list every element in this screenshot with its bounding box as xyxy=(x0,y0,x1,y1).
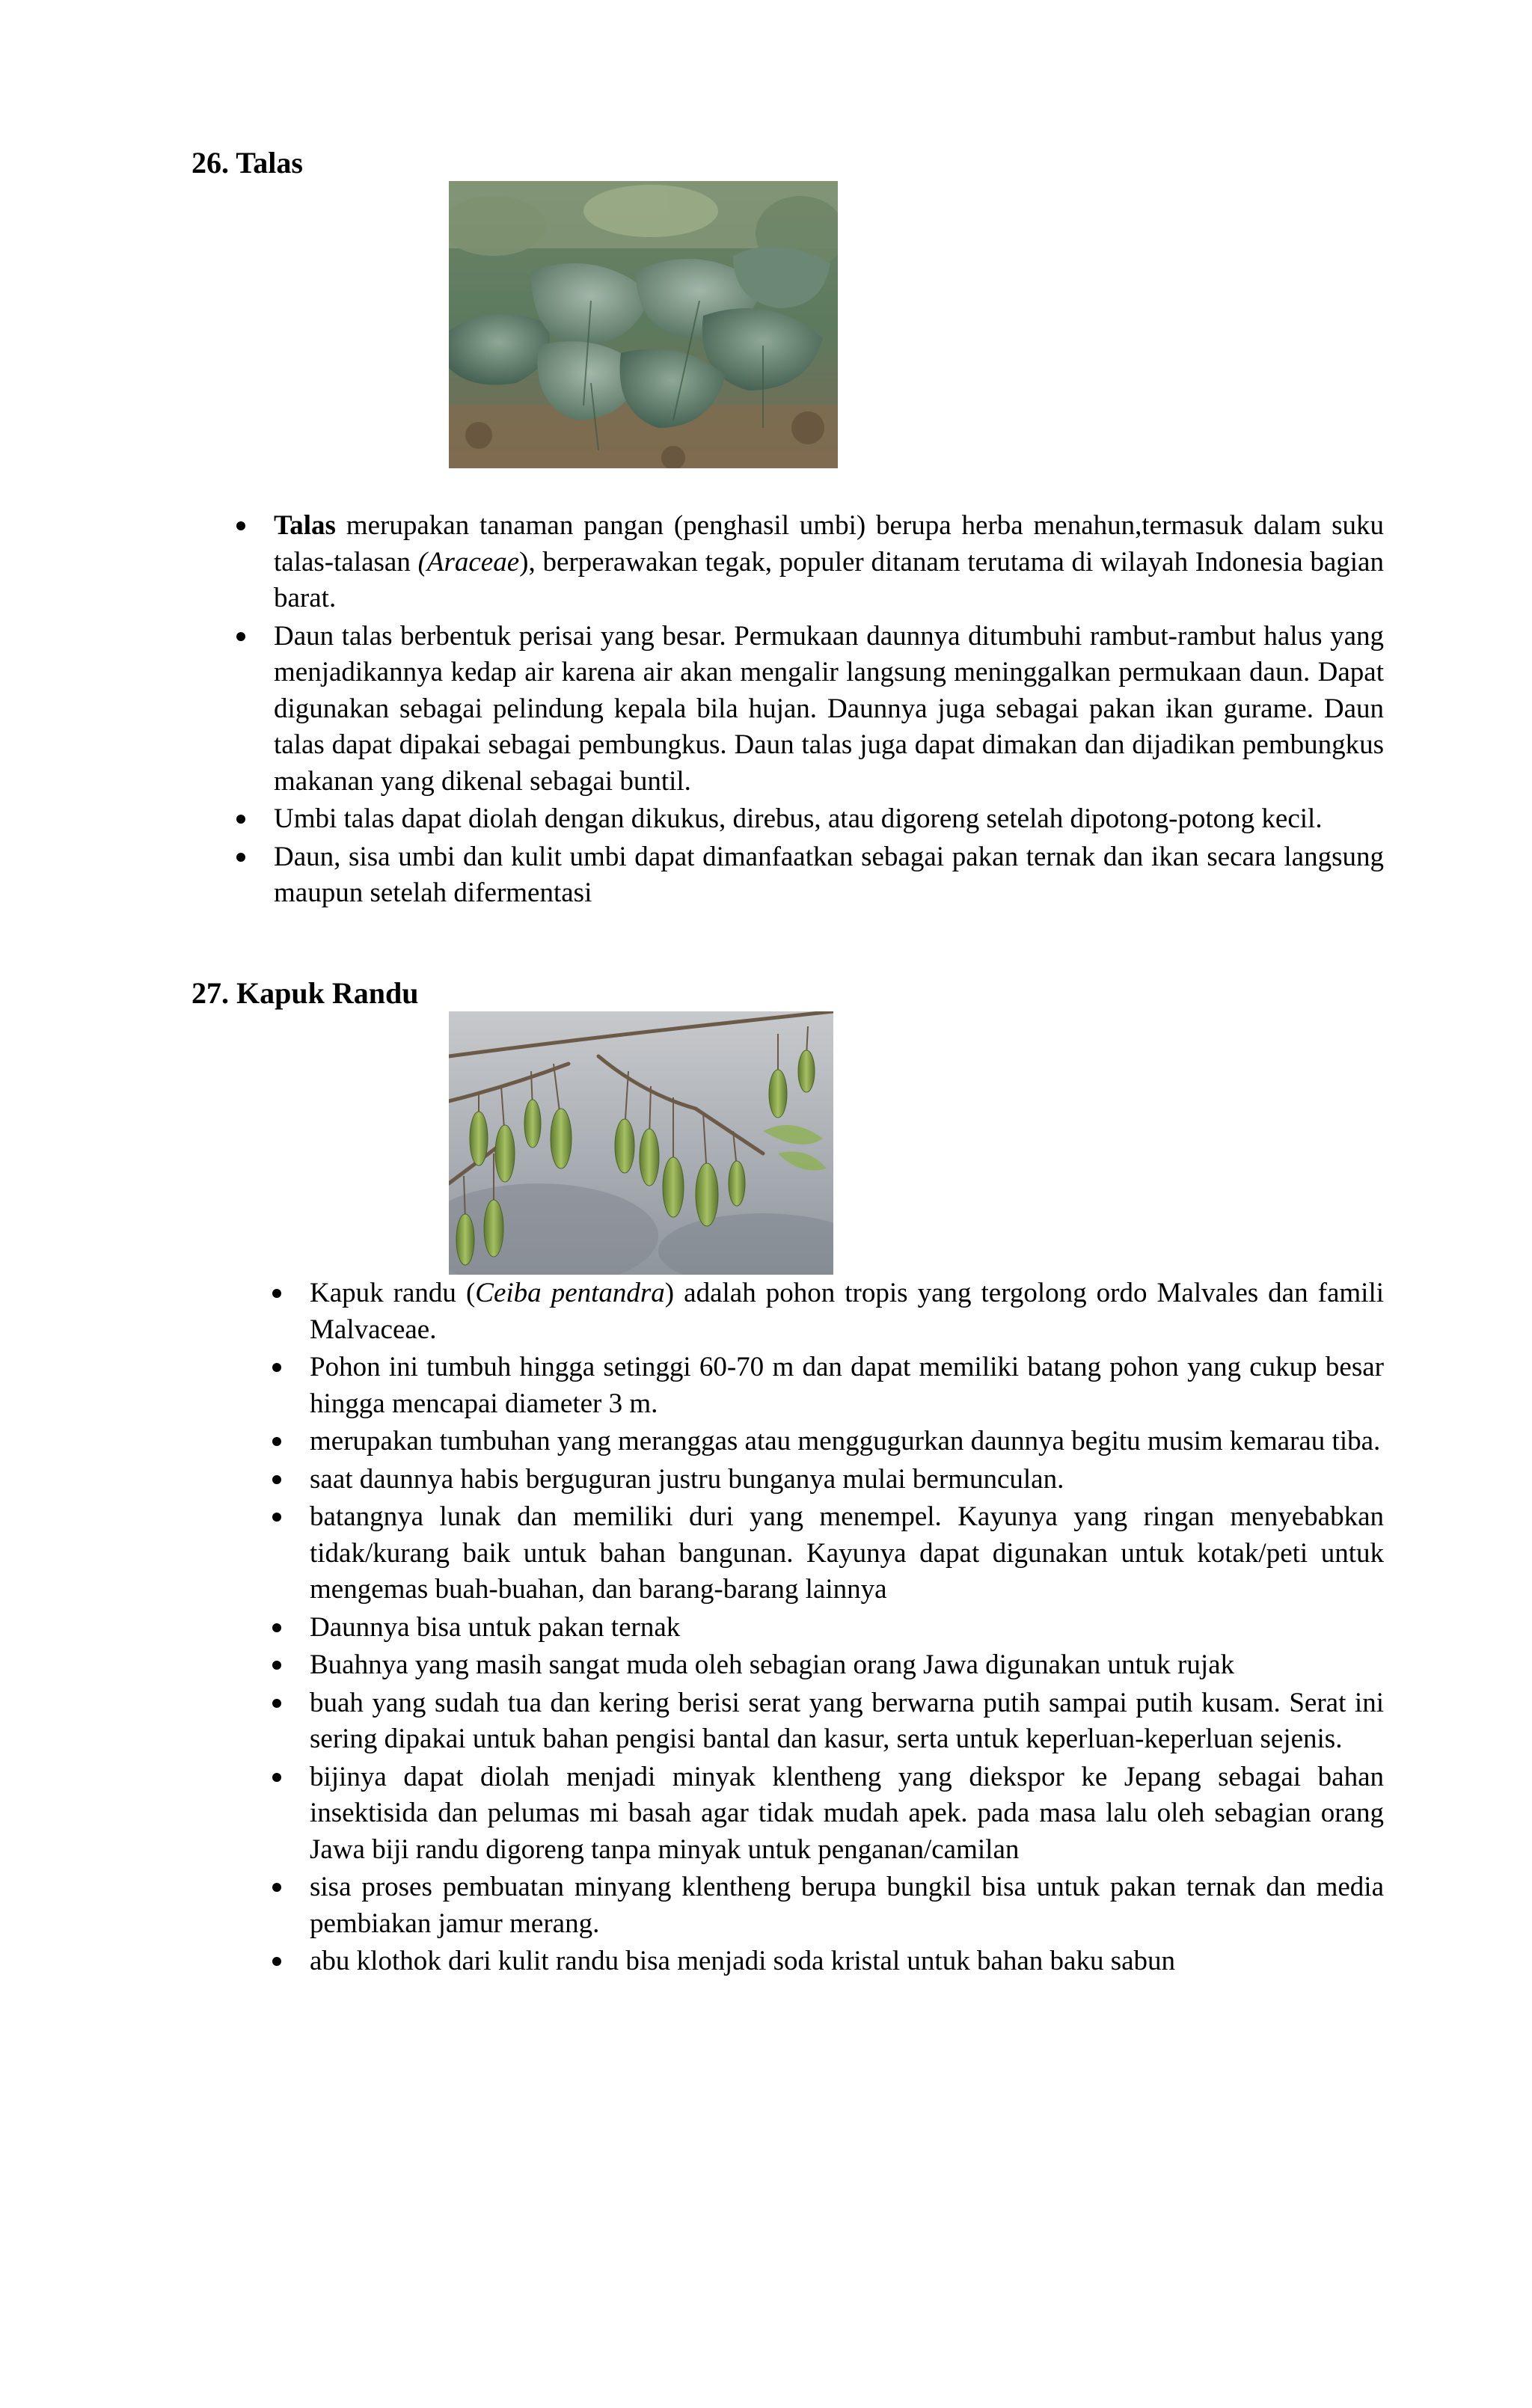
bullet-dot-icon xyxy=(272,1661,281,1670)
bullet-text: ) adalah pohon tropis yang tergolong ordo Malvales dan famili Malvaceae. xyxy=(310,1278,1385,1345)
bullet-dot-icon xyxy=(272,1437,281,1446)
bullet-dot-icon xyxy=(272,1957,281,1966)
taro-plant-image xyxy=(449,181,838,468)
bullet-dot-icon xyxy=(236,521,245,530)
bold-term: Talas xyxy=(274,510,336,541)
kapok-pods-image xyxy=(449,1011,833,1275)
talas-bullet-list xyxy=(274,508,1384,913)
bullet-dot-icon xyxy=(272,1773,281,1782)
bullet-item xyxy=(274,619,1384,800)
bullet-dot-icon xyxy=(272,1513,281,1522)
bullet-dot-icon xyxy=(272,1699,281,1708)
bullet-dot-icon xyxy=(272,1623,281,1632)
bullet-text: Umbi talas dapat diolah dengan dikukus, direbus, atau digoreng setelah dipotong-potong kecil. xyxy=(274,803,1323,834)
bullet-dot-icon xyxy=(236,853,245,862)
bullet-item xyxy=(310,1943,1384,1980)
talas-photo xyxy=(449,181,838,468)
bullet-item xyxy=(310,1869,1384,1942)
bullet-text: saat daunnya habis berguguran justru bunganya mulai bermunculan. xyxy=(310,1463,1064,1495)
bullet-dot-icon xyxy=(236,632,245,641)
italic-term: (Araceae xyxy=(417,546,520,578)
bullet-text: Pohon ini tumbuh hingga setinggi 60-70 m dan dapat memiliki batang pohon yang cukup besar hingga mencapai diameter 3 m. xyxy=(310,1352,1384,1419)
bullet-item xyxy=(310,1647,1384,1684)
bullet-item xyxy=(310,1499,1384,1608)
bullet-item xyxy=(310,1685,1384,1758)
bullet-text: Kapuk randu ( xyxy=(310,1278,476,1308)
bullet-item xyxy=(310,1759,1384,1869)
bullet-item xyxy=(274,508,1384,617)
bullet-text: batangnya lunak dan memiliki duri yang menempel. Kayunya yang ringan menyebabkan tidak/kurang baik untuk bahan bangunan. Kayunya dapat digunakan untuk kotak/peti untuk mengemas buah-buahan, dan barang-barang lainnya xyxy=(310,1501,1384,1605)
bullet-dot-icon xyxy=(272,1883,281,1892)
bullet-item xyxy=(310,1610,1384,1646)
section-heading-talas: 26. Talas xyxy=(192,146,303,180)
bullet-text: sisa proses pembuatan minyang klentheng berupa bungkil bisa untuk pakan ternak dan media pembiakan jamur merang. xyxy=(310,1872,1384,1939)
bullet-text: Daun, sisa umbi dan kulit umbi dapat dimanfaatkan sebagai pakan ternak dan ikan secara langsung maupun setelah difermentasi xyxy=(274,841,1384,908)
section-heading-kapuk-randu: 27. Kapuk Randu xyxy=(192,976,419,1010)
bullet-text: abu klothok dari kulit randu bisa menjadi soda kristal untuk bahan baku sabun xyxy=(310,1946,1176,1976)
bullet-text: Buahnya yang masih sangat muda oleh sebagian orang Jawa digunakan untuk rujak xyxy=(310,1649,1235,1680)
bullet-item xyxy=(310,1462,1384,1498)
bullet-text: ), berperawakan tegak, populer ditanam terutama di wilayah Indonesia bagian barat. xyxy=(274,546,1384,613)
bullet-item xyxy=(274,839,1384,912)
bullet-text: bijinya dapat diolah menjadi minyak klentheng yang diekspor ke Jepang sebagai bahan insektisida dan pelumas mi basah agar tidak mudah apek. pada masa lalu oleh sebagian orang Jawa biji randu digoreng tanpa minyak untuk penganan/camilan xyxy=(310,1761,1384,1865)
bullet-dot-icon xyxy=(272,1289,281,1298)
bullet-dot-icon xyxy=(272,1363,281,1372)
bullet-dot-icon xyxy=(272,1475,281,1484)
kapuk-randu-bullet-list xyxy=(310,1275,1384,1982)
bullet-item xyxy=(310,1424,1384,1460)
italic-term: Ceiba pentandra xyxy=(475,1278,665,1308)
bullet-text: merupakan tanaman pangan (penghasil umbi) berupa herba menahun,termasuk dalam suku talas-talasan xyxy=(274,510,1384,578)
kapuk-randu-photo xyxy=(449,1011,833,1275)
bullet-text: buah yang sudah tua dan kering berisi serat yang berwarna putih sampai putih kusam. Serat ini sering dipakai untuk bahan pengisi bantal dan kasur, serta untuk keperluan-keperluan sejenis. xyxy=(310,1687,1384,1754)
bullet-item xyxy=(310,1349,1384,1422)
bullet-item xyxy=(310,1275,1384,1348)
bullet-text: Daunnya bisa untuk pakan ternak xyxy=(310,1611,681,1643)
bullet-text: merupakan tumbuhan yang meranggas atau menggugurkan daunnya begitu musim kemarau tiba. xyxy=(310,1426,1381,1456)
bullet-item xyxy=(274,801,1384,838)
bullet-text: Daun talas berbentuk perisai yang besar. Permukaan daunnya ditumbuhi rambut-rambut halus yang menjadikannya kedap air karena air akan mengalir langsung meninggalkan permukaan daun. Dapat digunakan sebagai pelindung kepala bila hujan. Daunnya juga sebagai pakan ikan gurame. Daun talas dapat dipakai sebagai pembungkus. Daun talas juga dapat dimakan dan dijadikan pembungkus makanan yang dikenal sebagai buntil. xyxy=(274,620,1384,797)
bullet-dot-icon xyxy=(236,815,245,824)
